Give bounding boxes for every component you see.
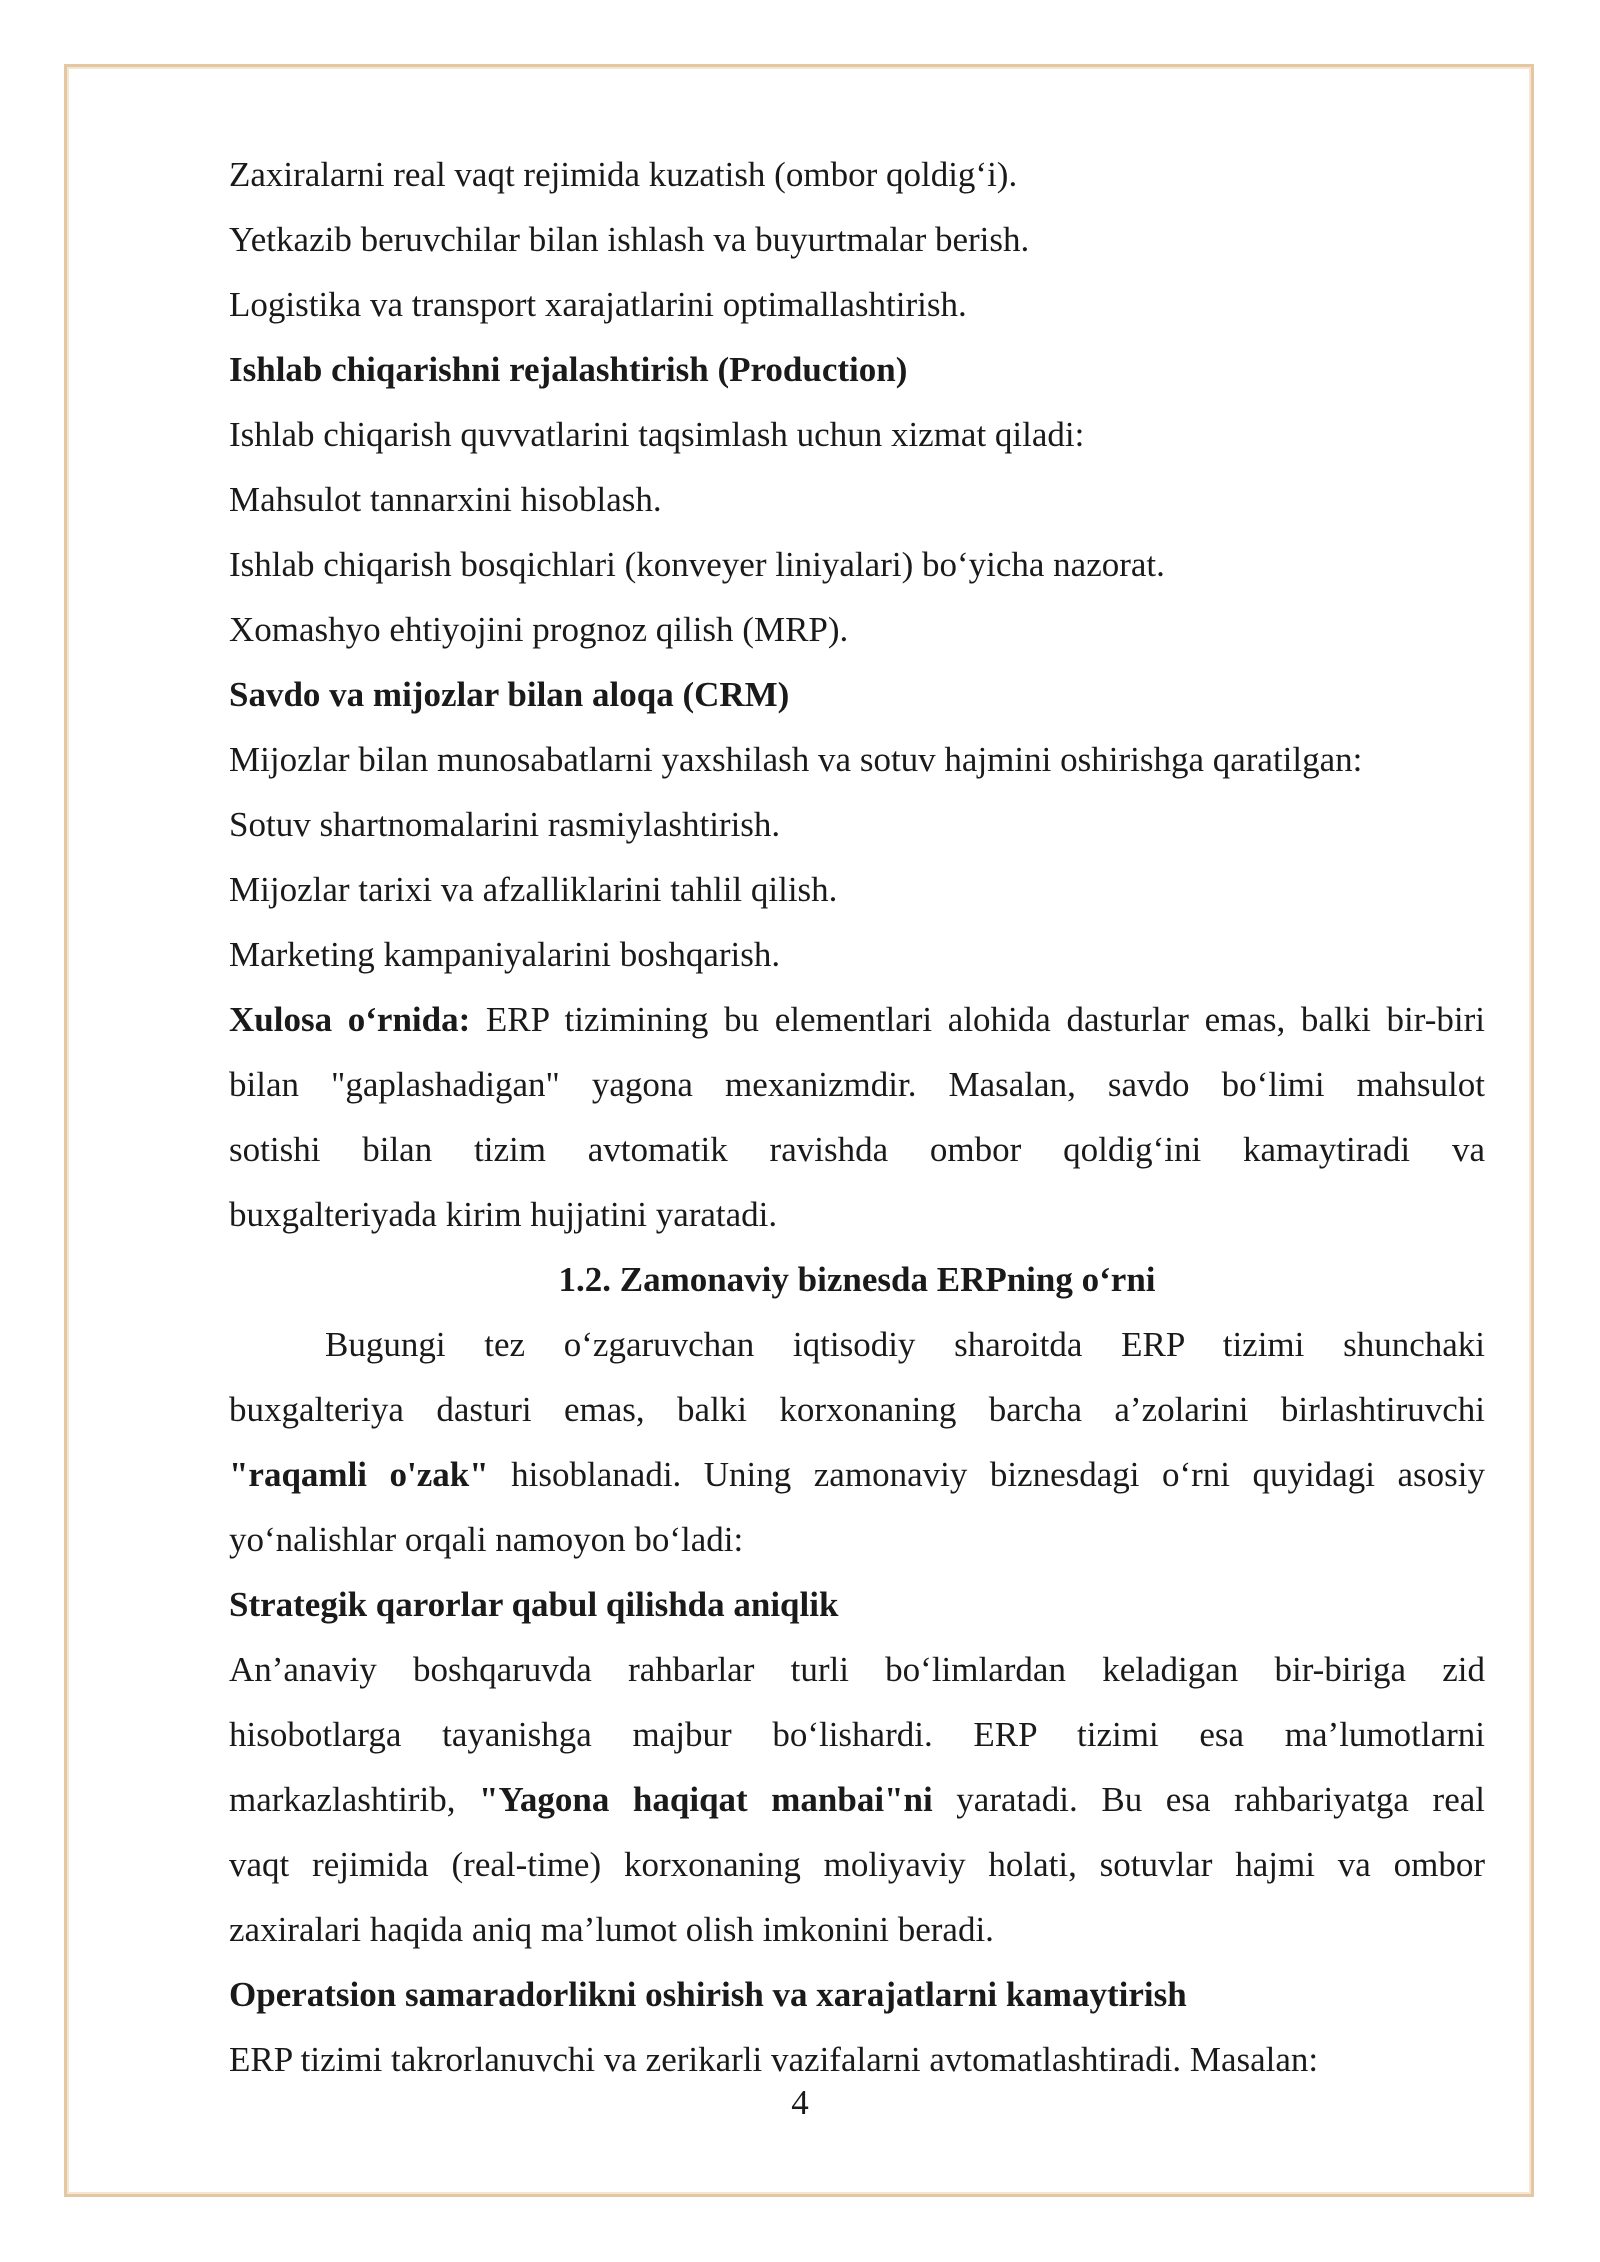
- paragraph-text: hisoblanadi. Uning zamonaviy biznesdagi o‘rni quyidagi asosiy: [488, 1455, 1485, 1494]
- text-line: Ishlab chiqarish bosqichlari (konveyer liniyalari) bo‘yicha nazorat.: [229, 545, 1165, 584]
- paragraph-text: yaratadi. Bu esa rahbariyatga real: [932, 1780, 1485, 1819]
- paragraph-line: zaxiralari haqida aniq ma’lumot olish imkonini beradi.: [229, 1910, 994, 1949]
- paragraph-line: yo‘nalishlar orqali namoyon bo‘ladi:: [229, 1520, 744, 1559]
- document-body: [229, 142, 1485, 2092]
- heading-strategic: Strategik qarorlar qabul qilishda aniqlik: [229, 1585, 839, 1624]
- text-line: Sotuv shartnomalarini rasmiylashtirish.: [229, 805, 781, 844]
- paragraph-line: [229, 987, 1485, 1052]
- conclusion-paragraph: [229, 987, 1485, 1247]
- text-line: Mijozlar bilan munosabatlarni yaxshilash va sotuv hajmini oshirishga qaratilgan:: [229, 740, 1363, 779]
- paragraph-line: hisobotlarga tayanishga majbur bo‘lishardi. ERP tizimi esa ma’lumotlarni: [229, 1715, 1485, 1754]
- text-line: Zaxiralarni real vaqt rejimida kuzatish (ombor qoldig‘i).: [229, 155, 1018, 194]
- text-line: Ishlab chiqarish quvvatlarini taqsimlash uchun xizmat qiladi:: [229, 415, 1085, 454]
- paragraph-line: vaqt rejimida (real-time) korxonaning moliyaviy holati, sotuvlar hajmi va ombor: [229, 1845, 1485, 1884]
- paragraph-line: buxgalteriya dasturi emas, balki korxonaning barcha a’zolarini birlashtiruvchi: [229, 1390, 1485, 1429]
- paragraph-line: buxgalteriyada kirim hujjatini yaratadi.: [229, 1195, 778, 1234]
- bold-term: "raqamli o'zak": [229, 1455, 489, 1494]
- paragraph-line: sotishi bilan tizim avtomatik ravishda ombor qoldig‘ini kamaytiradi va: [229, 1130, 1485, 1169]
- paragraph-line: An’anaviy boshqaruvda rahbarlar turli bo‘limlardan keladigan bir-biriga zid: [229, 1650, 1485, 1689]
- conclusion-label: Xulosa o‘rnida:: [229, 1000, 471, 1039]
- text-line: Mahsulot tannarxini hisoblash.: [229, 480, 662, 519]
- strategic-paragraph: [229, 1637, 1485, 1962]
- text-line: Yetkazib beruvchilar bilan ishlash va buyurtmalar berish.: [229, 220, 1030, 259]
- text-line: Mijozlar tarixi va afzalliklarini tahlil qilish.: [229, 870, 838, 909]
- intro-paragraph: [229, 1312, 1485, 1572]
- text-line: Marketing kampaniyalarini boshqarish.: [229, 935, 781, 974]
- paragraph-line: [229, 1442, 1485, 1507]
- bold-term: "Yagona haqiqat manbai"ni: [479, 1780, 933, 1819]
- paragraph-line: [229, 1767, 1485, 1832]
- conclusion-text: ERP tizimining bu elementlari alohida dasturlar emas, balki bir-biri: [470, 1000, 1485, 1039]
- page-number: 4: [791, 2083, 809, 2122]
- paragraph-line: bilan "gaplashadigan" yagona mexanizmdir. Masalan, savdo bo‘limi mahsulot: [229, 1065, 1485, 1104]
- heading-production: Ishlab chiqarishni rejalashtirish (Production): [229, 350, 908, 389]
- paragraph-text: markazlashtirib,: [229, 1780, 480, 1819]
- section-title: 1.2. Zamonaviy biznesda ERPning o‘rni: [558, 1260, 1156, 1299]
- text-line: ERP tizimi takrorlanuvchi va zerikarli vazifalarni avtomatlashtiradi. Masalan:: [229, 2040, 1319, 2079]
- paragraph-line: Bugungi tez o‘zgaruvchan iqtisodiy sharoitda ERP tizimi shunchaki: [325, 1325, 1485, 1364]
- text-line: Logistika va transport xarajatlarini optimallashtirish.: [229, 285, 967, 324]
- heading-crm: Savdo va mijozlar bilan aloqa (CRM): [229, 675, 790, 714]
- text-line: Xomashyo ehtiyojini prognoz qilish (MRP).: [229, 610, 849, 649]
- heading-operational: Operatsion samaradorlikni oshirish va xarajatlarni kamaytirish: [229, 1975, 1187, 2014]
